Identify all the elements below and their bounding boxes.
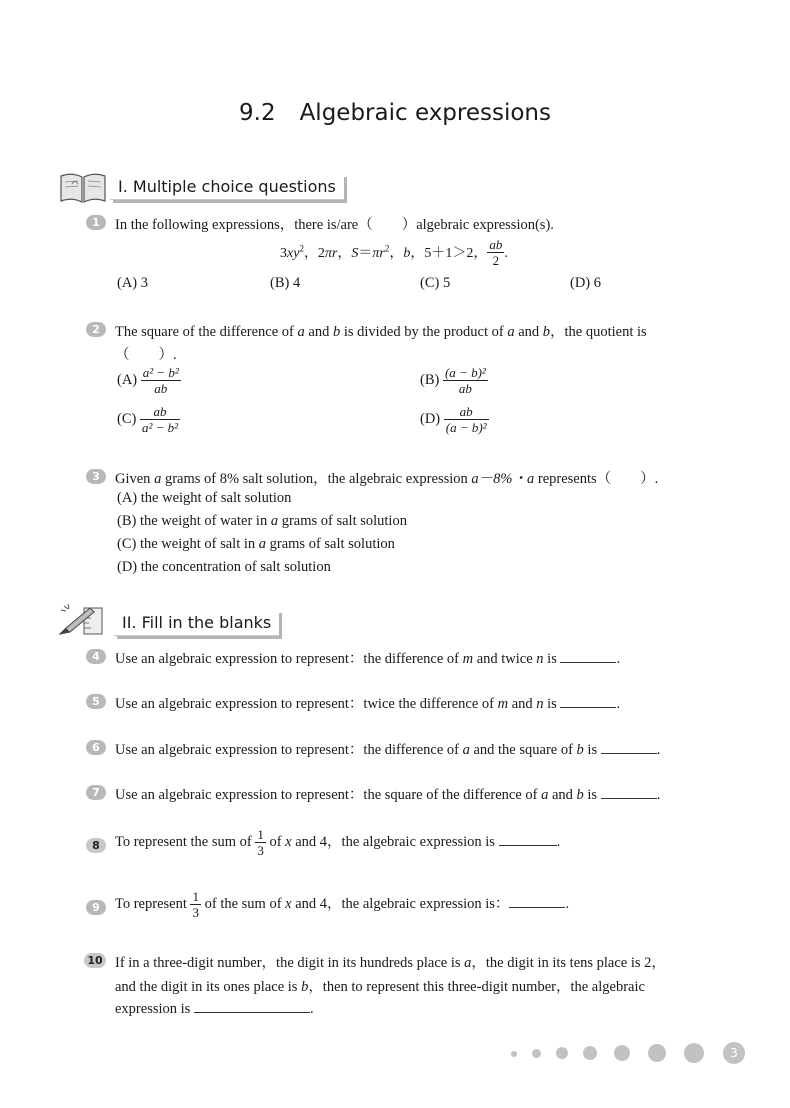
question-1-option-b[interactable]: (B) 4 [270,275,301,291]
question-number-6: 6 [86,740,106,755]
question-2-option-c[interactable]: (C) $\frac{ab}{\text{a² − b²}}$ [117,404,179,435]
answer-blank-6[interactable] [601,740,657,754]
question-3-text: Given a grams of 8% salt solution，the algebraic expression a－8%・a represents（ ）. [115,471,659,487]
footer-dot [684,1043,704,1063]
section-number: 9.2 [239,100,276,126]
question-2-option-b[interactable]: (B) $\frac{\text{(a − b)²}}{ab}$ [420,365,486,396]
question-number-4: 4 [86,649,106,664]
footer-dot [511,1051,517,1057]
question-10-text-line3: expression is . [115,1001,314,1017]
section-heading-multiple-choice: I. Multiple choice questions [110,174,344,200]
question-number-5: 5 [86,694,106,709]
answer-blank-5[interactable] [560,694,616,708]
question-number-9: 9 [86,900,106,915]
footer-dot [556,1047,568,1059]
question-number-7: 7 [86,785,106,800]
footer-dot [648,1044,666,1062]
question-3-option-b[interactable]: (B) the weight of water in a grams of salt solution [117,513,407,529]
question-number-1: 1 [86,215,106,230]
question-4-text: Use an algebraic expression to represent：the difference of m and twice n is . [115,651,621,667]
answer-blank-10[interactable] [194,999,310,1013]
question-number-10: 10 [84,953,106,968]
section-heading-fill-blanks: II. Fill in the blanks [114,610,279,636]
book-icon [58,170,108,206]
question-8-text: To represent the sum of $\frac{1}{3}$ of x and 4，the algebraic expression is . [115,827,561,858]
section-title: Algebraic expressions [299,100,551,126]
question-6-text: Use an algebraic expression to represent：the difference of a and the square of b is . [115,742,661,758]
question-7-text: Use an algebraic expression to represent：the square of the difference of a and b is . [115,787,661,803]
question-1-expressions: $3xy^2$，2πr，$S=\pi r^2$，b，5＋1＞2， $\frac{ab}{2}$ . [280,237,508,268]
answer-blank-7[interactable] [601,785,657,799]
question-5-text: Use an algebraic expression to represent：twice the difference of m and n is . [115,696,621,712]
question-3-option-c[interactable]: (C) the weight of salt in a grams of salt solution [117,536,395,552]
question-2-option-d[interactable]: (D) $\frac{ab}{\text{(a − b)²}}$ [420,404,487,435]
question-2-text: The square of the difference of a and b is divided by the product of a and b，the quotient is [115,324,647,340]
answer-blank-9[interactable] [509,894,565,908]
question-3-option-d[interactable]: (D) the concentration of salt solution [117,559,331,575]
pencil-ruler-icon [56,602,106,638]
question-1-option-c[interactable]: (C) 5 [420,275,451,291]
question-10-text-line1: If in a three-digit number，the digit in its hundreds place is a，the digit in its tens place is 2， [115,955,666,971]
question-2-text-line2: （ ）. [115,347,177,363]
question-3-option-a[interactable]: (A) the weight of salt solution [117,490,292,506]
question-10-text-line2: and the digit in its ones place is b，then to represent this three-digit number，the algebraic [115,979,645,995]
page-title [0,100,790,126]
page-number: 3 [723,1042,745,1064]
footer-dot [583,1046,597,1060]
question-1-option-a[interactable]: (A) 3 [117,275,149,291]
answer-blank-8[interactable] [499,832,557,846]
question-1-text: In the following expressions，there is/are（ ）algebraic expression(s). [115,217,554,233]
question-number-2: 2 [86,322,106,337]
answer-blank-4[interactable] [560,649,616,663]
question-number-8: 8 [86,838,106,853]
question-number-3: 3 [86,469,106,484]
question-9-text: To represent $\frac{1}{3}$ of the sum of x and 4，the algebraic expression is： . [115,889,570,920]
footer-dot [532,1049,541,1058]
question-1-option-d[interactable]: (D) 6 [570,275,602,291]
question-2-option-a[interactable]: (A) $\frac{\text{a² − b²}}{ab}$ [117,365,179,396]
footer-dot [614,1045,630,1061]
